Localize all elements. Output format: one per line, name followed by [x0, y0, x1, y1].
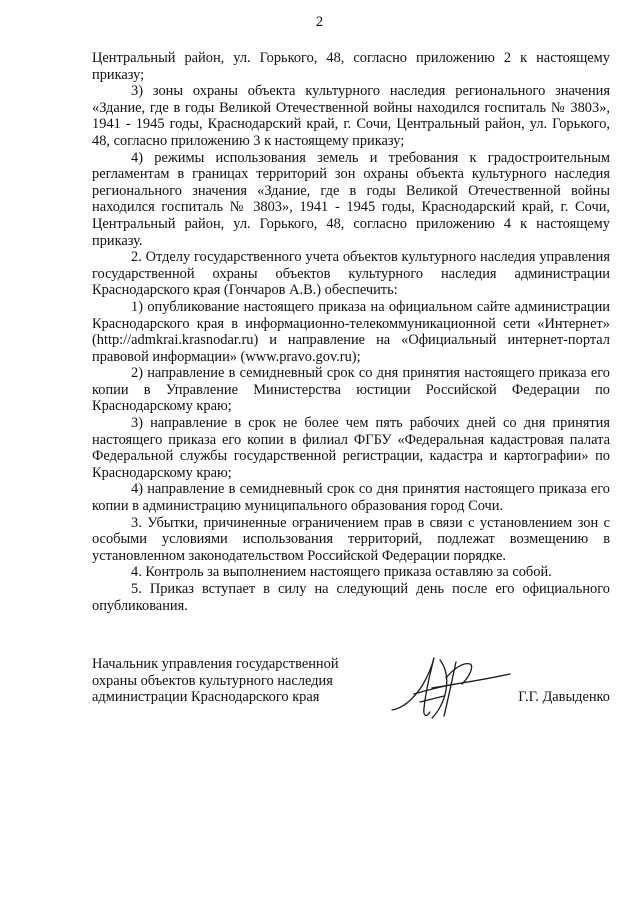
paragraph-section-2-item-4: 4) направление в семидневный срок со дня принятия настоящего приказа его копии в администрацию муниципального образования город Сочи.: [92, 481, 610, 515]
handwritten-signature: [384, 650, 514, 724]
signer-name: Г.Г. Давыденко: [518, 689, 610, 705]
paragraph-section-2-item-1: 1) опубликование настоящего приказа на официальном сайте администрации Краснодарского края в информационно-телекоммуникационной сети «Интернет» (http://admkrai.krasnodar.ru) и направление на «Официальный интернет-портал правовой информации» (www.pravo.gov.ru);: [92, 298, 610, 365]
paragraph-item-3-protection-zones: 3) зоны охраны объекта культурного наследия регионального значения «Здание, где в годы Великой Отечественной войны находился госпиталь № 3803», 1941 - 1945 годы, Краснодарский край, г. Сочи, Центральный район, ул. Горького, 48, согласно приложению 3 к настоящему приказу;: [92, 83, 610, 149]
paragraph-section-5: 5. Приказ вступает в силу на следующий день после его официального опубликования.: [92, 581, 610, 614]
paragraph-item-4-land-use-regimes: 4) режимы использования земель и требования к градостроительным регламентам в границах территорий зон охраны объекта культурного наследия регионального значения «Здание, где в годы Великой Отечественной войны находился госпиталь № 3803», 1941 - 1945 годы, Краснодарский край, г. Сочи, Центральный район, ул. Горького, 48, согласно приложению 4 к настоящему приказу.: [92, 149, 610, 249]
paragraph-section-2: 2. Отделу государственного учета объектов культурного наследия управления государственной охраны объектов культурного наследия администрации Краснодарского края (Гончаров А.В.) обеспечить:: [92, 249, 610, 299]
paragraph-section-2-item-2: 2) направление в семидневный срок со дня принятия настоящего приказа его копии в Управление Министерства юстиции Российской Федерации по Краснодарскому краю;: [92, 365, 610, 415]
signer-title-line: охраны объектов культурного наследия: [92, 672, 333, 689]
page-number: 2: [315, 14, 324, 30]
signer-title-line: администрации Краснодарского края: [92, 689, 320, 706]
paragraph-section-2-item-3: 3) направление в срок не более чем пять рабочих дней со дня принятия настоящего приказа его копии в филиал ФГБУ «Федеральная кадастровая палата Федеральной службы государственной регистрации, кадастра и картографии» по Краснодарскому краю;: [92, 415, 610, 481]
signature-block: [92, 656, 610, 726]
signer-title: [92, 656, 372, 706]
paragraph-section-3: 3. Убытки, причиненные ограничением прав в связи с установлением зон с особыми условиями использования территорий, подлежат возмещению в установленном законодательством Российской Федерации порядке.: [92, 514, 610, 564]
paragraph-section-4: 4. Контроль за выполнением настоящего приказа оставляю за собой.: [131, 564, 552, 581]
paragraph-continuation: Центральный район, ул. Горького, 48, согласно приложению 2 к настоящему приказу;: [92, 50, 610, 83]
order-body: [92, 50, 610, 614]
signer-title-line: Начальник управления государственной: [92, 656, 339, 672]
